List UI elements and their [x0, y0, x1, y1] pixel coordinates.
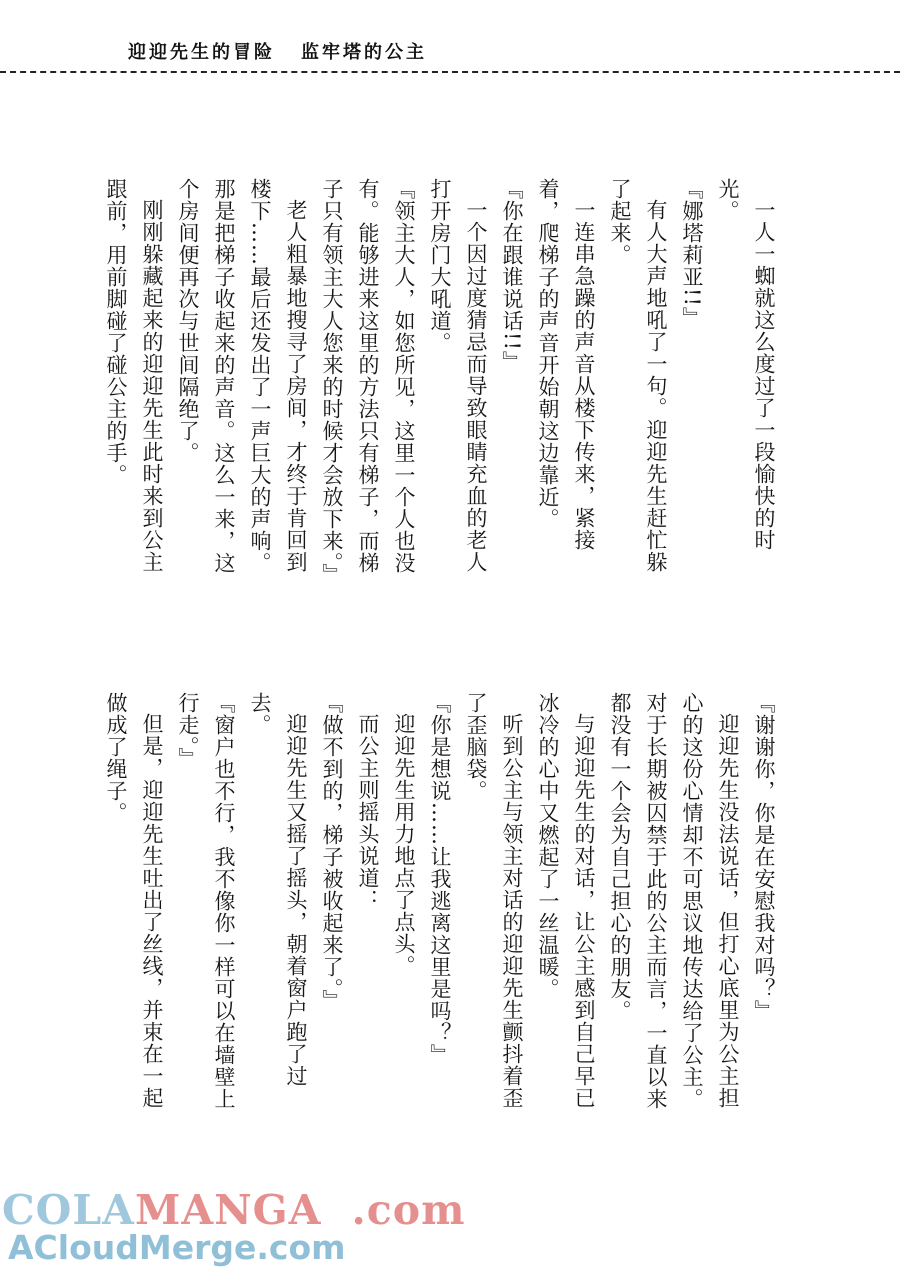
paragraph: 与迎迎先生的对话，让公主感到自己早已冰冷的心中又燃起了一丝温暖。	[536, 692, 596, 1109]
paragraph: 迎迎先生用力地点了点头。	[392, 713, 416, 977]
paragraph: 『窗户也不行，我不像你一样可以在墙壁上行走。』	[176, 692, 236, 1110]
paragraph: 有人大声地吼了一句。迎迎先生赶忙躲了起来。	[608, 178, 668, 573]
paragraph: 老人粗暴地搜寻了房间，才终于肯回到楼下……最后还发出了一声巨大的声响。那是把梯子收起来的声音。这么一来，这个房间便再次与世间隔绝了。	[176, 178, 308, 574]
lower-text-block	[98, 692, 782, 1112]
paragraph: 『你在跟谁说话!!』	[500, 178, 524, 373]
paragraph: 『做不到的，梯子被收起来了。』	[320, 692, 344, 1012]
watermark-site: ACloudMerge.com	[8, 1228, 346, 1267]
book-title: 迎迎先生的冒险	[128, 42, 275, 63]
paragraph: 一连串急躁的声音从楼下传来，紧接着，爬梯子的声音开始朝这边靠近。	[536, 178, 596, 551]
watermark-domain: .com	[351, 1186, 466, 1234]
paragraph: 『谢谢你，你是在安慰我对吗？』	[752, 692, 776, 1022]
running-header	[128, 38, 427, 64]
watermark-logo	[2, 1186, 465, 1234]
paragraph: 而公主则摇头说道：	[356, 713, 380, 911]
header-divider	[0, 71, 900, 73]
paragraph: 但是，迎迎先生吐出了丝线，并束在一起做成了绳子。	[104, 692, 164, 1109]
paragraph: 『娜塔莉亚!!』	[680, 178, 704, 329]
paragraph: 听到公主与领主对话的迎迎先生颤抖着歪了歪脑袋。	[464, 692, 524, 1109]
paragraph: 一个因过度猜忌而导致眼睛充血的老人打开房门大吼道。	[428, 178, 488, 573]
paragraph: 一人一蜘就这么度过了一段愉快的时光。	[716, 178, 776, 551]
watermark-manga: MANGA	[135, 1186, 322, 1234]
paragraph: 迎迎先生又摇了摇头，朝着窗户跑了过去。	[248, 692, 308, 1087]
paragraph: 刚刚躲藏起来的迎迎先生此时来到公主跟前，用前脚碰了碰公主的手。	[104, 178, 164, 573]
paragraph: 迎迎先生没法说话，但打心底里为公主担心的这份心情却不可思议地传达给了公主。对于长期被囚禁于此的公主而言，一直以来都没有一个会为自己担心的朋友。	[608, 692, 740, 1110]
paragraph: 『你是想说……让我逃离这里是吗？』	[428, 692, 452, 1066]
watermark-cola: COLA	[2, 1186, 135, 1234]
upper-text-block	[98, 178, 782, 590]
chapter-title: 监牢塔的公主	[301, 42, 427, 63]
paragraph: 『领主大人，如您所见，这里一个人也没有。能够进来这里的方法只有梯子，而梯子只有领主大人您来的时候才会放下来。』	[320, 178, 416, 586]
